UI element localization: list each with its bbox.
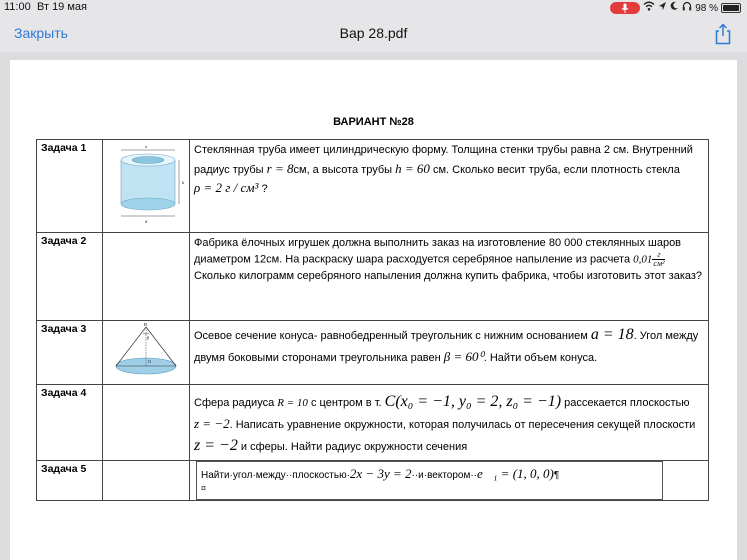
- embedded-formula-box: [196, 461, 663, 500]
- task-text-part: ··и·вектором··: [411, 469, 478, 481]
- tasks-table: [36, 139, 709, 501]
- task-text: [190, 385, 709, 461]
- formula-vector: e⃗₁ = (1, 0, 0): [477, 465, 554, 481]
- task-text-part: . Написать уравнение окружности, которая получилась от пересечения секущей плоскости: [229, 419, 696, 431]
- task-label: Задача 2: [37, 232, 103, 320]
- status-time: 11:00: [4, 1, 31, 13]
- task-text-part: и сферы. Найти радиус окружности сечения: [237, 440, 468, 453]
- formula-coverage-rate: 0,01: [633, 253, 653, 266]
- empty-figure-cell: [103, 385, 190, 461]
- formula-density: ρ = 2 г / см³: [194, 180, 259, 195]
- document-title: Вар 28.pdf: [339, 25, 408, 41]
- formula-plane-equation: 2x − 3y = 2: [349, 465, 412, 481]
- task-text: [190, 320, 709, 385]
- formula-sphere-center: C(x₀ = −1, y₀ = 2, z₀ = −1): [384, 393, 562, 410]
- svg-text:β: β: [147, 334, 150, 340]
- formula-inner-radius: r = 8: [266, 160, 294, 176]
- task-row-2: [37, 232, 709, 320]
- formula-plane: z = −2: [194, 436, 238, 454]
- task-text: [190, 460, 709, 500]
- close-button[interactable]: Закрыть: [14, 25, 68, 41]
- task-text-part: ?: [258, 183, 268, 195]
- document-heading: ВАРИАНТ №28: [333, 116, 414, 128]
- moon-icon: [670, 1, 679, 15]
- formula-sphere-radius: R = 10: [277, 397, 308, 409]
- task-text-part: см, а высота трубы: [293, 163, 396, 176]
- task-label: Задача 5: [37, 460, 103, 500]
- task-text-part: Найти·угол·между··плоскостью·: [201, 469, 350, 481]
- share-icon[interactable]: [713, 23, 733, 45]
- formula-height: h = 60: [395, 160, 430, 176]
- task-text-part: Сфера радиуса: [194, 397, 278, 409]
- headphones-icon: [682, 1, 692, 15]
- status-date: Вт 19 мая: [37, 1, 87, 13]
- task-text-part: с центром в т.: [307, 397, 385, 409]
- cell-end-mark: ¤: [201, 483, 207, 494]
- task-text-part: см. Сколько весит труба, если плотность стекла: [429, 163, 680, 176]
- empty-figure-cell: [103, 232, 190, 320]
- battery-percent: 98 %: [695, 2, 718, 14]
- svg-text:O: O: [148, 358, 151, 364]
- task-row-1: [37, 140, 709, 233]
- cone-figure: [103, 320, 190, 385]
- svg-text:h: h: [182, 180, 184, 185]
- task-row-5: [37, 460, 709, 500]
- paragraph-mark: ¶: [553, 469, 560, 481]
- task-text: [190, 140, 709, 233]
- task-text-part: Стеклянная труба имеет цилиндрическую форму. Толщина стенки трубы равна 2 см. Внутренний радиус трубы: [194, 144, 693, 176]
- pdf-page: [10, 60, 737, 560]
- formula-unit-fraction: $\frac{г}{\text{см²}}$: [653, 250, 665, 268]
- svg-text:d: d: [145, 219, 147, 224]
- svg-text:a: a: [145, 144, 147, 149]
- task-text-part: . Угол между двумя боковыми сторонами треугольника равен: [194, 329, 699, 364]
- task-text-part: Сколько килограмм серебряного напыления должна купить фабрика, чтобы изготовить этот заказ?: [194, 270, 703, 282]
- task-row-3: [37, 320, 709, 385]
- task-label: Задача 3: [37, 320, 103, 385]
- battery-icon: [721, 3, 741, 13]
- task-text-part: Осевое сечение конуса- равнобедренный треугольник с нижним основанием: [194, 329, 591, 342]
- empty-figure-cell: [103, 460, 190, 500]
- formula-plane: z = −2: [194, 416, 230, 431]
- status-indicators: [610, 1, 741, 15]
- task-label: Задача 4: [37, 385, 103, 461]
- document-viewer[interactable]: [0, 52, 747, 560]
- cylinder-pipe-figure: [103, 140, 190, 233]
- location-icon: [658, 1, 667, 15]
- svg-text:B: B: [144, 321, 148, 327]
- wifi-icon: [643, 1, 655, 15]
- status-bar: [0, 0, 747, 16]
- task-label: Задача 1: [37, 140, 103, 233]
- formula-angle: β = 60⁰: [443, 348, 484, 364]
- task-text-part: рассекается плоскостью: [561, 397, 690, 409]
- microphone-recording-icon: [610, 2, 640, 14]
- task-text-part: Фабрика ёлочных игрушек должна выполнить заказ на изготовление 80 000 стеклянных шаров диаметром 12см. На раскраску шара расходуется серебряное напыление из расчета: [194, 236, 682, 266]
- formula-base: a = 18: [590, 325, 634, 343]
- task-row-4: [37, 385, 709, 461]
- task-text: [190, 232, 709, 320]
- task-text-part: . Найти объем конуса.: [483, 351, 598, 364]
- nav-bar: [0, 16, 747, 52]
